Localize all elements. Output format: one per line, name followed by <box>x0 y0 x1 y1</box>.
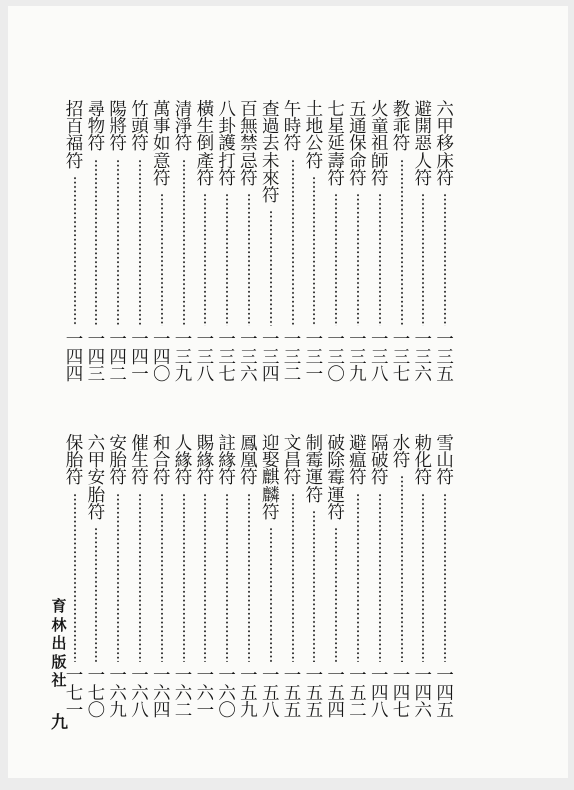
toc-entry-title: 尋 物 符 <box>87 100 106 155</box>
toc-entry <box>434 436 456 720</box>
toc-entry <box>151 102 173 384</box>
dot-leader <box>444 493 446 663</box>
toc-entry-title: 制 霉 運 符 <box>305 434 324 506</box>
dot-leader <box>401 159 403 327</box>
dot-leader <box>74 493 76 663</box>
toc-entry-title: 七 星 延 壽 符 <box>327 100 345 189</box>
toc-entry-title: 教 乖 符 <box>392 100 411 155</box>
dot-leader <box>139 493 141 663</box>
toc-entry-title: 賜 緣 符 <box>196 434 215 489</box>
toc-entry-title: 勅 化 符 <box>414 434 433 489</box>
toc-entry-title: 隔 破 符 <box>370 434 389 489</box>
dot-leader <box>270 527 272 663</box>
toc-entry-title: 註 緣 符 <box>218 434 236 489</box>
toc-entry-title: 竹 頭 符 <box>131 100 149 155</box>
dot-leader <box>161 193 163 327</box>
toc-entry-title: 避 瘟 符 <box>349 434 367 489</box>
toc-entry-title: 午 時 符 <box>283 100 302 155</box>
toc-entry <box>391 102 413 384</box>
toc-entry-title: 橫 生 倒 產 符 <box>196 100 215 189</box>
dot-leader <box>248 493 250 663</box>
toc-entry-title: 百 無 禁 忌 符 <box>240 100 258 189</box>
dot-leader <box>161 493 163 663</box>
dot-leader <box>204 193 206 327</box>
toc-entry-page: 一 三 七 <box>392 330 411 385</box>
toc-entry-title: 和 合 符 <box>152 434 171 489</box>
toc-entry <box>107 436 129 720</box>
toc-column-group-top <box>64 102 456 384</box>
publisher-name: 育 林 出 版 社 <box>51 597 67 689</box>
toc-entry <box>85 436 107 720</box>
toc-entry-page: 一 七 〇 <box>87 666 106 721</box>
toc-entry-title: 萬 事 如 意 符 <box>152 100 171 189</box>
toc-entry-page: 一 六 一 <box>196 666 215 721</box>
toc-entry-page: 一 三 八 <box>196 330 215 385</box>
toc-entry <box>347 102 369 384</box>
toc-entry-title: 土 地 公 符 <box>305 100 324 172</box>
toc-entry-title: 清 淨 符 <box>174 100 193 155</box>
dot-leader <box>313 510 315 663</box>
toc-column-group-bottom <box>64 436 456 720</box>
toc-entry-page: 一 三 七 <box>218 330 236 385</box>
page-number: 九 <box>51 713 68 733</box>
toc-entry <box>325 102 347 384</box>
toc-entry <box>216 436 238 720</box>
book-page <box>8 6 568 778</box>
dot-leader <box>401 475 403 662</box>
toc-entry-title: 雪 山 符 <box>436 434 454 489</box>
toc-entry-title: 陽 將 符 <box>109 100 127 155</box>
dot-leader <box>204 493 206 663</box>
toc-entry <box>173 436 195 720</box>
toc-entry-title: 鳳 凰 符 <box>240 434 258 489</box>
toc-entry-page: 一 四 七 <box>392 666 411 721</box>
toc-entry-page: 一 四 六 <box>414 666 433 721</box>
toc-entry-page: 一 六 八 <box>131 666 149 721</box>
dot-leader <box>335 193 337 327</box>
toc-entry <box>412 102 434 384</box>
toc-entry-page: 一 三 八 <box>370 330 389 385</box>
dot-leader <box>379 493 381 663</box>
toc-entry-page: 一 三 五 <box>436 330 454 385</box>
toc-entry <box>369 102 391 384</box>
toc-entry <box>260 436 282 720</box>
toc-entry <box>325 436 347 720</box>
dot-leader <box>74 176 76 327</box>
dot-leader <box>183 159 185 327</box>
toc-entry <box>107 102 129 384</box>
toc-entry-page: 一 七 一 <box>65 666 84 721</box>
toc-entry <box>260 102 282 384</box>
toc-entry-page: 一 五 四 <box>327 666 345 721</box>
toc-entry <box>347 436 369 720</box>
toc-entry-page: 一 四 〇 <box>152 330 171 385</box>
toc-entry-page: 一 三 六 <box>414 330 433 385</box>
toc-entry-title: 迎 娶 麒 麟 符 <box>261 434 280 523</box>
toc-entry-title: 破 除 霉 運 符 <box>327 434 345 523</box>
toc-entry-title: 招 百 福 符 <box>65 100 84 172</box>
dot-leader <box>357 493 359 663</box>
toc-entry-title: 五 通 保 命 符 <box>349 100 367 189</box>
toc-entry-title: 六 甲 移 床 符 <box>436 100 454 189</box>
toc-entry <box>151 436 173 720</box>
toc-entry <box>412 436 434 720</box>
toc-entry-page: 一 六 九 <box>109 666 127 721</box>
toc-entry-page: 一 六 〇 <box>218 666 236 721</box>
toc-entry-title: 火 童 祖 師 符 <box>370 100 389 189</box>
toc-entry-page: 一 五 二 <box>349 666 367 721</box>
toc-entry-page: 一 四 三 <box>87 330 106 385</box>
toc-entry <box>303 436 325 720</box>
dot-leader <box>183 493 185 663</box>
toc-entry-page: 一 五 九 <box>240 666 258 721</box>
toc-entry <box>194 102 216 384</box>
toc-entry-page: 一 五 五 <box>283 666 302 721</box>
toc-entry <box>64 102 86 384</box>
toc-entry-page: 一 四 一 <box>131 330 149 385</box>
dot-leader <box>422 193 424 327</box>
toc-entry-title: 水 符 <box>392 434 411 472</box>
toc-entry-page: 一 三 二 <box>283 330 302 385</box>
toc-entry-page: 一 四 四 <box>65 330 84 385</box>
toc-entry-title: 查 過 去 未 來 符 <box>261 100 280 206</box>
toc-entry-page: 一 三 〇 <box>327 330 345 385</box>
toc-entry-title: 八 卦 護 打 符 <box>218 100 236 189</box>
toc-entry-page: 一 三 六 <box>240 330 258 385</box>
toc-entry <box>129 102 151 384</box>
toc-entry <box>238 436 260 720</box>
toc-entry <box>238 102 260 384</box>
toc-entry-page: 一 三 四 <box>261 330 280 385</box>
dot-leader <box>422 493 424 663</box>
toc-entry-title: 文 昌 符 <box>283 434 302 489</box>
toc-entry-page: 一 四 八 <box>370 666 389 721</box>
toc-entry <box>391 436 413 720</box>
dot-leader <box>95 159 97 327</box>
toc-entry-page: 一 五 八 <box>261 666 280 721</box>
toc-entry-page: 一 六 四 <box>152 666 171 721</box>
toc-entry-page: 一 三 九 <box>174 330 193 385</box>
toc-entry-page: 一 三 一 <box>305 330 324 385</box>
dot-leader <box>444 193 446 327</box>
toc-entry-page: 一 五 五 <box>305 666 324 721</box>
toc-entry-page: 一 四 五 <box>436 666 454 721</box>
toc-entry-title: 六 甲 安 胎 符 <box>87 434 106 523</box>
toc-entry <box>282 436 304 720</box>
dot-leader <box>292 493 294 663</box>
dot-leader <box>117 493 119 663</box>
dot-leader <box>226 193 228 327</box>
toc-entry-title: 催 生 符 <box>131 434 149 489</box>
toc-entry <box>216 102 238 384</box>
toc-entry <box>194 436 216 720</box>
toc-entry <box>282 102 304 384</box>
toc-entry <box>85 102 107 384</box>
toc-entry-page: 一 三 九 <box>349 330 367 385</box>
toc-entry <box>434 102 456 384</box>
dot-leader <box>139 159 141 327</box>
toc-entry-title: 保 胎 符 <box>65 434 84 489</box>
dot-leader <box>313 176 315 327</box>
toc-entry <box>369 436 391 720</box>
dot-leader <box>95 527 97 663</box>
dot-leader <box>226 493 228 663</box>
dot-leader <box>379 193 381 327</box>
dot-leader <box>357 193 359 327</box>
toc-entry <box>303 102 325 384</box>
toc-entry-page: 一 六 二 <box>174 666 193 721</box>
dot-leader <box>248 193 250 327</box>
toc-entry-title: 避 開 惡 人 符 <box>414 100 433 189</box>
toc-entry-page: 一 四 二 <box>109 330 127 385</box>
toc-entry-title: 安 胎 符 <box>109 434 127 489</box>
toc-entry <box>129 436 151 720</box>
dot-leader <box>270 210 272 326</box>
dot-leader <box>292 159 294 327</box>
dot-leader <box>335 527 337 663</box>
dot-leader <box>117 159 119 327</box>
toc-entry <box>173 102 195 384</box>
toc-entry-title: 人 緣 符 <box>174 434 193 489</box>
